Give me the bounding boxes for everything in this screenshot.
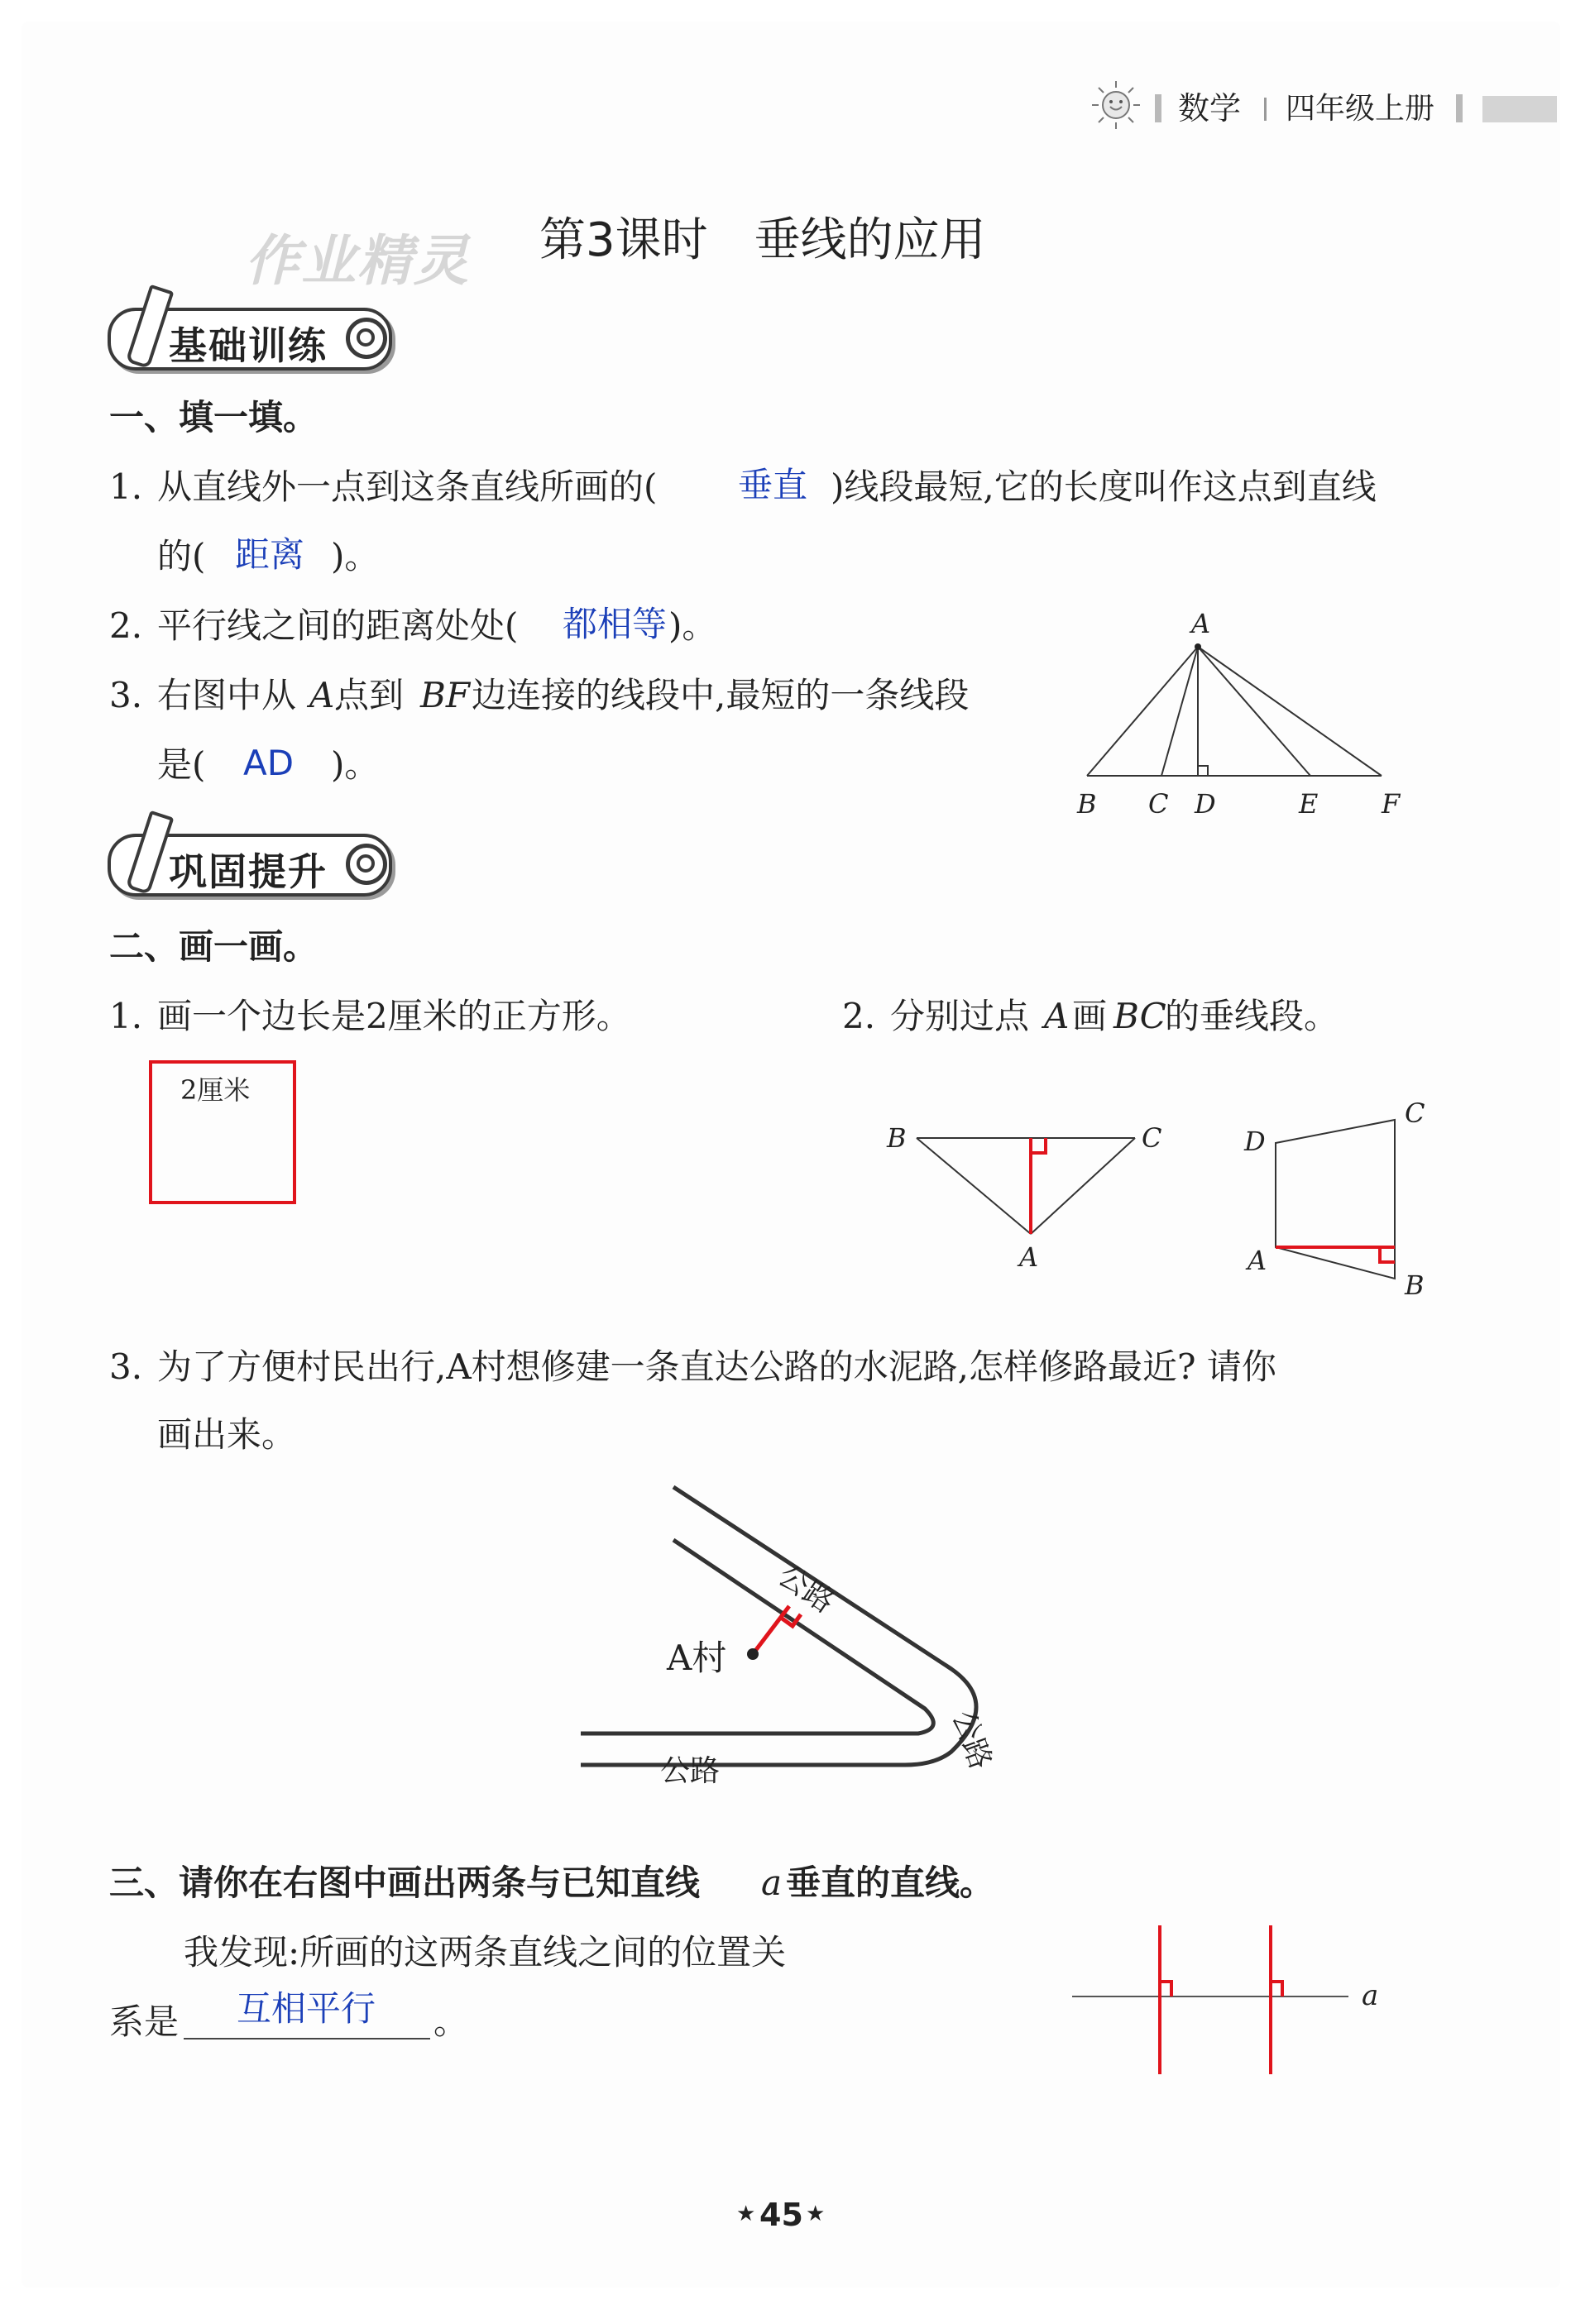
part3-answer: 互相平行 xyxy=(237,1988,376,2029)
star-icon: ★ xyxy=(736,2202,756,2226)
p2-q2-num: 2. xyxy=(842,996,876,1036)
p2-q2-var-a: A xyxy=(1044,996,1070,1036)
q1-text-a: 从直线外一点到这条直线所画的( xyxy=(157,466,658,507)
star-icon: ★ xyxy=(806,2202,826,2226)
q3-text-a: 右图中从 xyxy=(157,675,297,715)
sun-icon xyxy=(1090,79,1142,131)
fig-label-e: E xyxy=(1299,788,1319,820)
q3-num: 3. xyxy=(109,675,143,715)
p2-q2-text-c: 的垂线段。 xyxy=(1165,996,1339,1036)
road-label-lower: 公路 xyxy=(660,1754,721,1788)
q1-answer-b: 距离 xyxy=(235,534,305,575)
part1-heading: 一、填一填。 xyxy=(109,397,318,438)
quad-label-a: A xyxy=(1248,1245,1267,1276)
fig-label-c: C xyxy=(1148,788,1169,820)
q1-num: 1. xyxy=(109,466,143,507)
quad-label-b: B xyxy=(1405,1270,1425,1301)
part3-discover: 我发现:所画的这两条直线之间的位置关 xyxy=(184,1932,787,1973)
quad-figure xyxy=(1257,1108,1423,1290)
q3-var-bf: BF xyxy=(420,675,471,715)
header-grade: 四年级上册 xyxy=(1286,92,1435,126)
page-title: 第3课时 垂线的应用 xyxy=(539,213,986,267)
road-figure xyxy=(571,1480,1018,1811)
q2-text-b: )。 xyxy=(668,605,717,646)
p2-q3-text-a: 为了方便村民出行,A村想修建一条直达公路的水泥路,怎样修路最近? 请你 xyxy=(157,1346,1276,1387)
p2-q2-text-a: 分别过点 xyxy=(890,996,1030,1036)
square-label: 2厘米 xyxy=(180,1074,251,1106)
q3-text-e: )。 xyxy=(331,744,380,785)
fig-label-a: A xyxy=(1191,608,1211,639)
q3-text-c: 边连接的线段中,最短的一条线段 xyxy=(472,675,970,715)
fig-label-d: D xyxy=(1195,788,1216,820)
p2-q1-text: 画一个边长是2厘米的正方形。 xyxy=(157,996,631,1036)
part3-heading-a: 三、请你在右图中画出两条与已知直线 xyxy=(109,1863,701,1903)
header-separator xyxy=(1264,98,1267,121)
p2-q2-text-b: 画 xyxy=(1072,996,1108,1036)
q3-answer: AD xyxy=(243,743,295,783)
p2-q1-num: 1. xyxy=(109,996,143,1036)
part3-relation-suffix: 。 xyxy=(433,2001,469,2042)
fig-label-b: B xyxy=(1077,788,1097,820)
tri-label-c: C xyxy=(1142,1122,1162,1154)
q2-answer: 都相等 xyxy=(563,604,668,644)
quad-label-d: D xyxy=(1244,1126,1266,1157)
watermark: 作业精灵 xyxy=(245,229,470,293)
village-label: A村 xyxy=(667,1638,727,1678)
header-fill xyxy=(1482,96,1557,122)
ring-icon xyxy=(346,844,387,885)
triangle-figure xyxy=(1075,608,1406,827)
p2-q2-var-bc: BC xyxy=(1113,996,1166,1036)
road-label-bend: 公路 xyxy=(945,1705,999,1774)
part3-var-a: a xyxy=(761,1863,783,1903)
q3-text-d: 是( xyxy=(157,744,206,785)
fig-label-f: F xyxy=(1382,788,1401,820)
header-divider xyxy=(1456,94,1463,122)
ring-icon xyxy=(346,318,387,359)
quad-label-c: C xyxy=(1405,1097,1425,1129)
q2-text-a: 平行线之间的距离处处( xyxy=(157,605,519,646)
tri-label-a: A xyxy=(1019,1241,1039,1273)
triangle-bca-figure xyxy=(910,1125,1158,1257)
p2-q3-text-b: 画出来。 xyxy=(157,1414,297,1455)
header-divider xyxy=(1155,94,1161,122)
q1-text-d: )。 xyxy=(331,536,380,576)
q1-text-c: 的( xyxy=(157,536,206,576)
road-label-upper: 公路 xyxy=(771,1558,840,1620)
q2-num: 2. xyxy=(109,605,143,646)
perpendicular-lines-figure xyxy=(1067,1919,1365,2084)
part3-relation-prefix: 系是 xyxy=(109,2001,180,2042)
header-subject: 数学 xyxy=(1178,90,1242,127)
answer-blank xyxy=(184,2038,430,2039)
q3-text-b: 点到 xyxy=(334,675,405,715)
part2-heading: 二、画一画。 xyxy=(109,926,318,967)
tri-label-b: B xyxy=(887,1122,907,1154)
line-label-a: a xyxy=(1362,1979,1379,2012)
q1-text-b: )线段最短,它的长度叫作这点到直线 xyxy=(831,466,1377,507)
q1-answer-a: 垂直 xyxy=(738,465,808,505)
q3-var-a: A xyxy=(309,675,335,715)
page-number: 45 xyxy=(759,2197,803,2233)
p2-q3-num: 3. xyxy=(109,1346,143,1387)
part3-heading-b: 垂直的直线。 xyxy=(786,1863,995,1903)
